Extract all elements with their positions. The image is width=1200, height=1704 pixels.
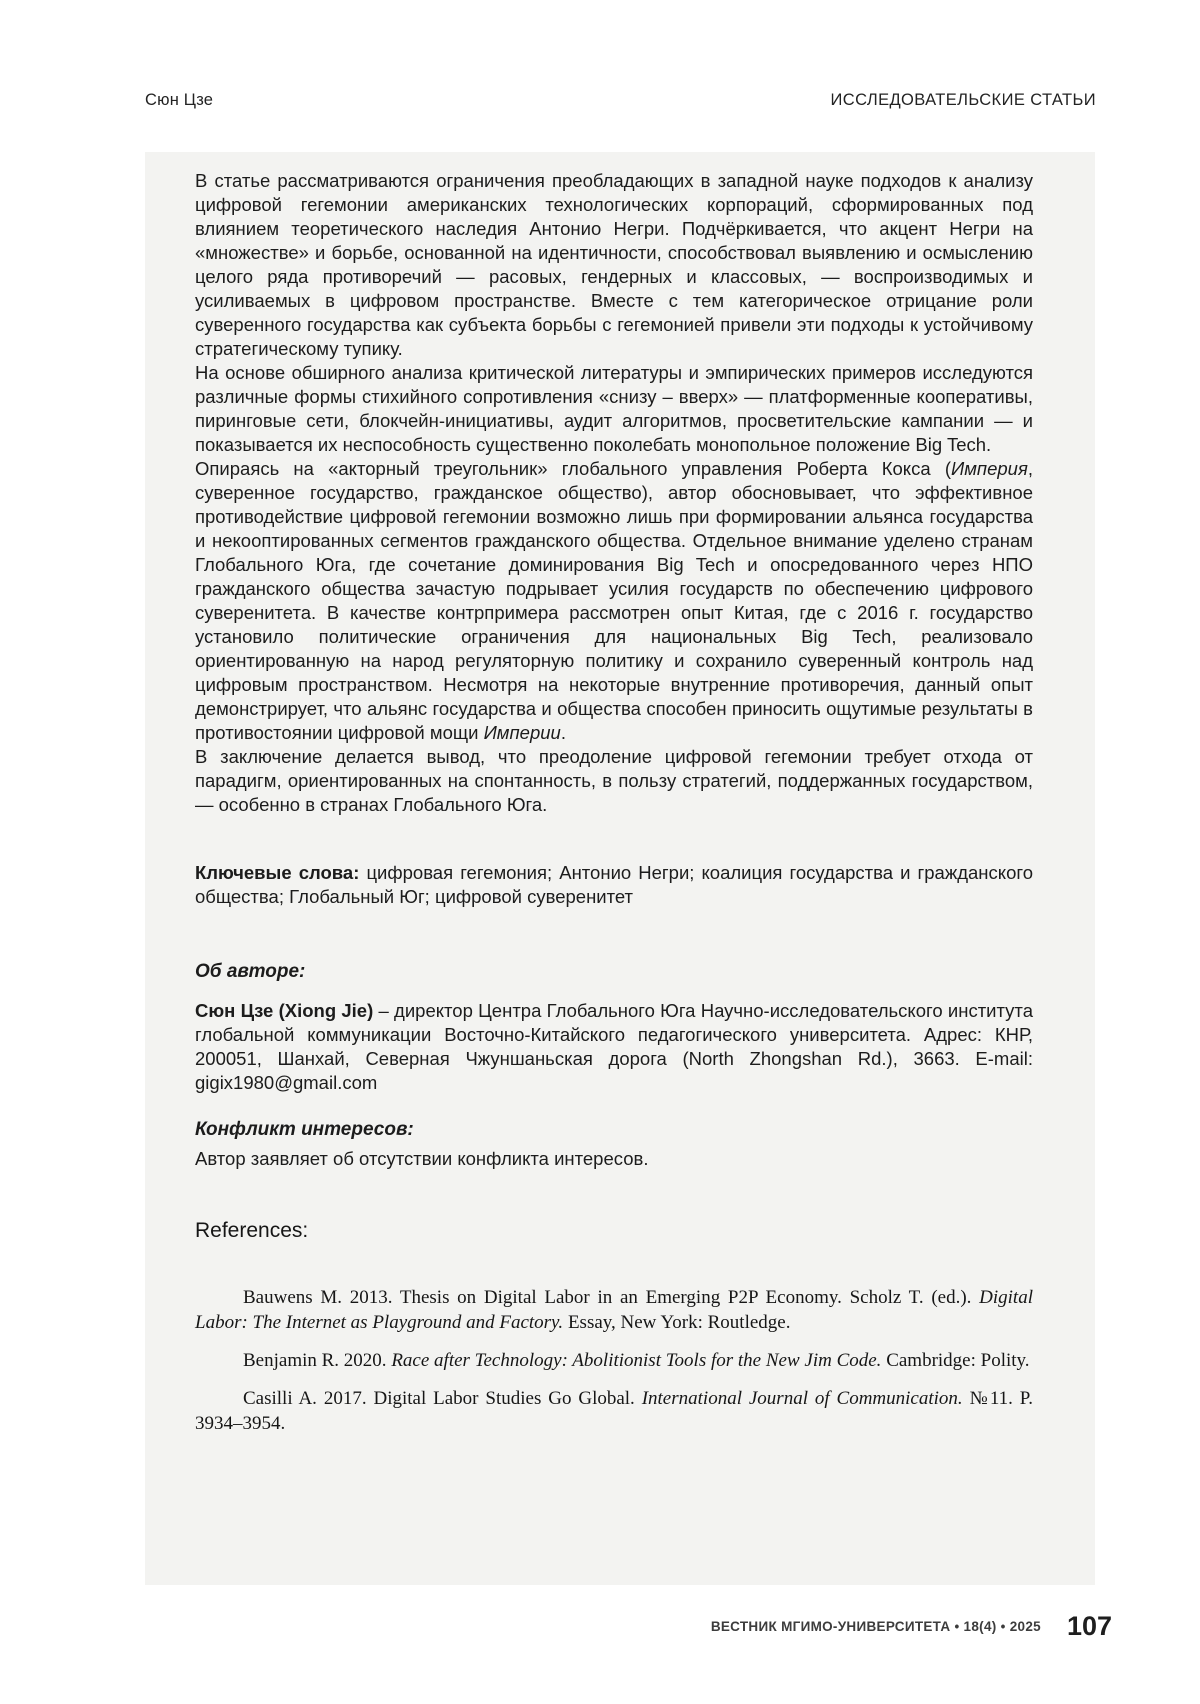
reference-2-pre: Benjamin R. 2020.: [243, 1350, 392, 1371]
running-head-author: Сюн Цзе: [145, 91, 214, 109]
reference-1-pre: Bauwens M. 2013. Thesis on Digital Labor in an Emerging P2P Economy. Scholz T. (ed.).: [243, 1287, 980, 1308]
reference-1-title: Digital Labor: The Internet as Playground and Factory.: [195, 1287, 1033, 1333]
abstract-paragraph-1: В статье рассматриваются ограничения преобладающих в западной науке подходов к анализу цифровой гегемонии американских технологических корпораций, сформированных под влиянием теоретического наследия Антонио Негри. Подчёркивается, что акцент Негри на «множестве» и борьбе, основанной на идентичности, способствовал выявлению и осмыслению целого ряда противоречий — расовых, гендерных и классовых, — воспроизводимых и усиливаемых в цифровом пространстве. Вместе с тем категорическое отрицание роли суверенного государства как субъекта борьбы с гегемонией привели эти подходы к устойчивому стратегическому тупику.: [195, 170, 1033, 359]
running-head: [145, 91, 1096, 110]
reference-item-3: [195, 1386, 1033, 1436]
reference-3-pre: Casilli A. 2017. Digital Labor Studies Go Global.: [243, 1388, 642, 1409]
references-heading: References:: [195, 1219, 309, 1242]
about-author-heading: Об авторе:: [195, 961, 306, 982]
abstract-p3-text-c: .: [560, 722, 566, 743]
reference-3-title: International Journal of Communication.: [641, 1388, 963, 1409]
reference-item-2: [195, 1348, 1033, 1373]
abstract-panel: [145, 152, 1095, 1585]
conflict-heading: Конфликт интересов:: [195, 1119, 414, 1140]
author-name: Сюн Цзе (Xiong Jie): [195, 1000, 374, 1021]
keywords-text: цифровая гегемония; Антонио Негри; коалиция государства и гражданского общества; Глобальный Юг; цифровой суверенитет: [195, 862, 1033, 907]
abstract-paragraph-2: На основе обширного анализа критической литературы и эмпирических примеров исследуются различные формы стихийного сопротивления «снизу – вверх» — платформенные кооперативы, пиринговые сети, блокчейн-инициативы, аудит алгоритмов, просветительские кампании — и показывается их неспособность существенно поколебать монопольное положение Big Tech.: [195, 362, 1033, 455]
footer-journal-meta: ВЕСТНИК МГИМО-УНИВЕРСИТЕТА • 18(4) • 2025: [710, 1619, 1041, 1634]
abstract-p3-text-b: , суверенное государство, гражданское общество), автор обосновывает, что эффективное противодействие цифровой гегемонии возможно лишь при формировании альянса государства и некооптированных сегментов гражданского общества. Отдельное внимание уделено странам Глобального Юга, где сочетание доминирования Big Tech и опосредованного через НПО гражданского общества зачастую подрывает усилия государств по обеспечению цифрового суверенитета. В качестве контрпримера рассмотрен опыт Китая, где с 2016 г. государство установило политические ограничения для национальных Big Tech, реализовало ориентированную на народ регуляторную политику и сохранило суверенный контроль над цифровым пространством. Несмотря на некоторые внутренние противоречия, данный опыт демонстрирует, что альянс государства и общества способен приносить ощутимые результаты в противостоянии цифровой мощи: [195, 458, 1033, 743]
reference-2-post: Cambridge: Polity.: [881, 1350, 1030, 1371]
abstract-p3-text-a: Опираясь на «акторный треугольник» глобального управления Роберта Кокса (: [195, 458, 951, 479]
abstract-paragraph-3: [195, 457, 1033, 745]
page-footer: [711, 1611, 1112, 1642]
running-head-section: ИССЛЕДОВАТЕЛЬСКИЕ СТАТЬИ: [830, 91, 1096, 109]
abstract-p3-italic-empire-2: Империи: [483, 722, 561, 743]
author-bio-text: – директор Центра Глобального Юга Научно-исследовательского института глобальной коммуникации Восточно-Китайского педагогического университета. Адрес: КНР, 200051, Шанхай, Северная Чжуншаньская дорога (North Zhongshan Rd.), 3663. E-mail: gigix1980@gmail.com: [195, 1000, 1033, 1093]
abstract-paragraph-4: В заключение делается вывод, что преодоление цифровой гегемонии требует отхода от парадигм, ориентированных на спонтанность, в пользу стратегий, поддержанных государством, — особенно в странах Глобального Юга.: [195, 746, 1033, 815]
abstract-p3-italic-empire: Империя: [951, 458, 1028, 479]
reference-2-title: Race after Technology: Abolitionist Tools for the New Jim Code.: [391, 1350, 882, 1371]
reference-3-post: №11. P. 3934–3954.: [195, 1388, 1033, 1434]
keywords-paragraph: [195, 861, 1033, 909]
references-list: [195, 1285, 1033, 1436]
reference-1-post: Essay, New York: Routledge.: [563, 1312, 791, 1333]
author-bio: [195, 999, 1033, 1095]
conflict-statement: Автор заявляет об отсутствии конфликта интересов.: [195, 1148, 649, 1169]
keywords-label: Ключевые слова:: [195, 862, 360, 883]
footer-page-number: 107: [1066, 1611, 1112, 1641]
reference-item-1: [195, 1285, 1033, 1335]
